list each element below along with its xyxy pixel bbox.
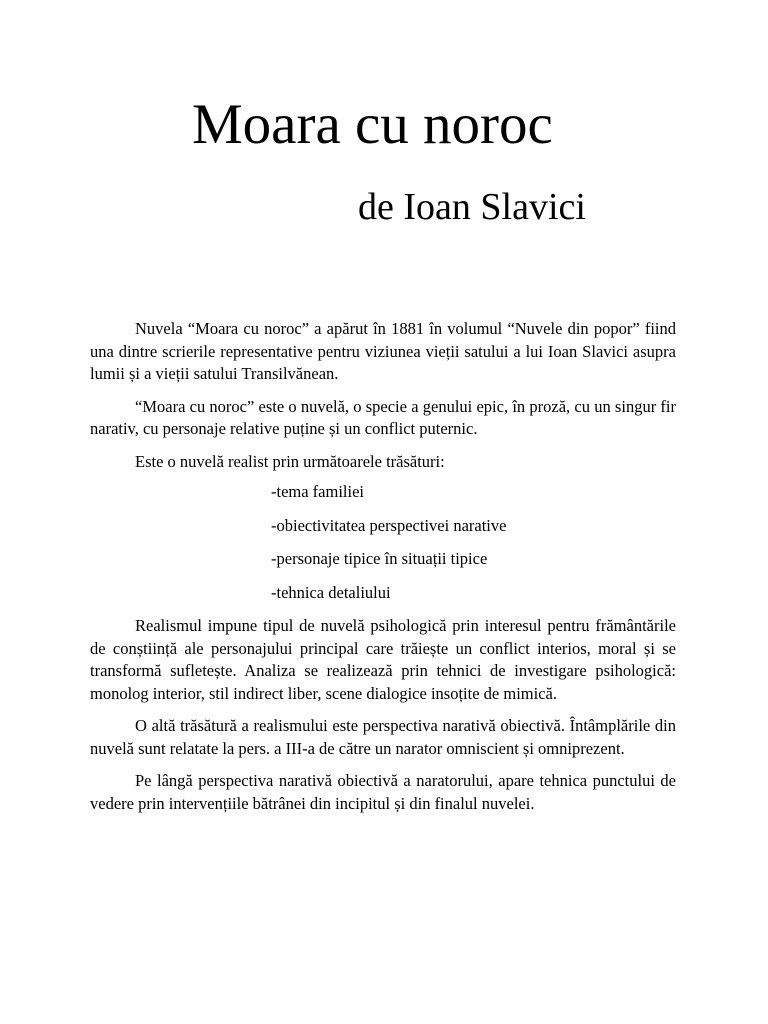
list-item: -obiectivitatea perspectivei narative (271, 515, 507, 535)
paragraph-genre: “Moara cu noroc” este o nuvelă, o specie a genului epic, în proză, cu un singur fir narativ, cu personaje relative puține și un conflict puternic. (90, 396, 676, 438)
paragraph-traits-intro: Este o nuvelă realist prin următoarele trăsături: (135, 451, 445, 471)
document-title: Moara cu noroc (192, 93, 553, 156)
paragraph-perspective: O altă trăsătură a realismului este perspectiva narativă obiectivă. Întâmplările din nuvelă sunt relatate la pers. a III-a de către un narator omniscient și omniprezent. (90, 716, 676, 758)
document-subtitle: de Ioan Slavici (358, 186, 586, 228)
list-item: -tema familiei (271, 482, 364, 501)
traits-list (90, 481, 676, 604)
list-item: -personaje tipice în situații tipice (271, 549, 488, 568)
paragraph-publication: Nuvela “Moara cu noroc” a apărut în 1881 în volumul “Nuvele din popor” fiind una dintre scrierile representative pentru viziunea vieții satului a lui Ioan Slavici asupra lumii și a vieții satului Transilvănean. (90, 319, 676, 383)
list-item: -tehnica detaliului (271, 582, 391, 602)
paragraph-psychological: Realismul impune tipul de nuvelă psihologică prin interesul pentru frământările de conștiință ale personajului principal care trăiește un conflict interios, moral și se transformă sufletește. Analiza se realizează prin tehnici de investigare psihologică: monolog interior, stil indirect liber, scene dialogice insoțite de mimică. (90, 616, 676, 703)
paragraph-point-of-view: Pe lângă perspectiva narativă obiectivă a naratorului, apare tehnica punctului de vedere prin intervențiile bătrânei din incipitul și din finalul nuvelei. (90, 771, 676, 813)
document-body (90, 318, 676, 825)
